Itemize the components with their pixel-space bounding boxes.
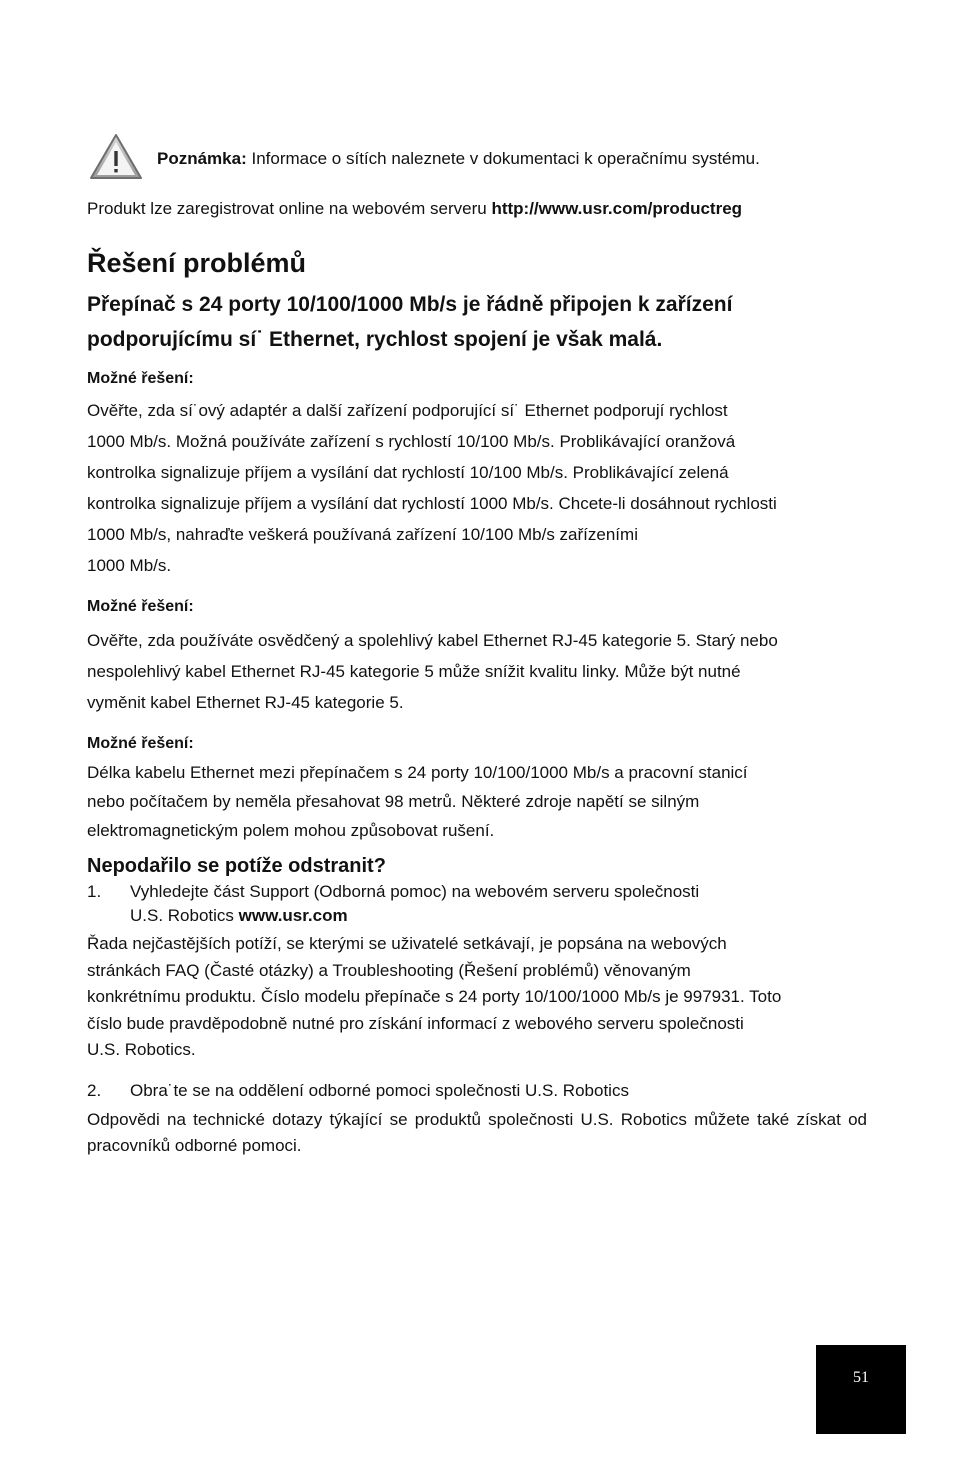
page-number: 51	[853, 1369, 869, 1386]
step-1-number: 1.	[87, 882, 102, 901]
step-1-line-1: Vyhledejte část Support (Odborná pomoc) na webovém serveru společnosti	[130, 882, 700, 901]
solution-2-line: Ověřte, zda používáte osvědčený a spolehlivý kabel Ethernet RJ-45 kategorie 5. Starý nebo	[87, 631, 778, 650]
solution-3-line: elektromagnetickým polem mohou způsobovat rušení.	[87, 821, 495, 840]
page-number-box	[816, 1345, 906, 1434]
note-text	[157, 149, 760, 169]
register-text: Produkt lze zaregistrovat online na webovém serveru	[87, 199, 492, 218]
faq-line: číslo bude pravděpodobně nutné pro získání informací z webového serveru společnosti	[87, 1014, 744, 1033]
faq-line: stránkách FAQ (Časté otázky) a Troubleshooting (Řešení problémů) věnovaným	[87, 961, 691, 980]
problem-heading-line-1: Přepínač s 24 porty 10/100/1000 Mb/s je řádně připojen k zařízení	[87, 293, 733, 316]
solution-1-line: kontrolka signalizuje příjem a vysílání dat rychlostí 1000 Mb/s. Chcete-li dosáhnout rychlosti	[87, 494, 777, 513]
step-2-text: Obra˙te se na oddělení odborné pomoci společnosti U.S. Robotics	[130, 1081, 629, 1100]
solution-1-line: 1000 Mb/s, nahraďte veškerá používaná zařízení 10/100 Mb/s zařízeními	[87, 525, 638, 544]
support-paragraph: Odpovědi na technické dotazy týkající se produktů společnosti U.S. Robotics můžete také získat od pracovníků odborné pomoci.	[87, 1110, 867, 1155]
solution-label-3: Možné řešení:	[87, 735, 194, 752]
page-title: Řešení problémů	[87, 248, 307, 278]
solution-label-1: Možné řešení:	[87, 370, 194, 387]
solution-3-line: Délka kabelu Ethernet mezi přepínačem s 24 porty 10/100/1000 Mb/s a pracovní stanicí	[87, 763, 748, 782]
faq-line: Řada nejčastějších potíží, se kterými se uživatelé setkávají, je popsána na webových	[87, 934, 727, 953]
note-label: Poznámka:	[157, 149, 247, 168]
register-line	[87, 199, 742, 219]
step-1-text: U.S. Robotics	[130, 906, 239, 925]
note-box	[88, 132, 868, 184]
note-body: Informace o sítích naleznete v dokumentaci k operačnímu systému.	[251, 149, 760, 168]
warning-triangle-icon	[88, 132, 144, 182]
solution-1-line: 1000 Mb/s. Možná používáte zařízení s rychlostí 10/100 Mb/s. Problikávající oranžová	[87, 432, 736, 451]
faq-line: U.S. Robotics.	[87, 1040, 196, 1059]
solution-1-line: Ověřte, zda sí˙ový adaptér a další zařízení podporující sí˙ Ethernet podporují rychlost	[87, 401, 728, 420]
step-2-number: 2.	[87, 1081, 102, 1100]
step-1-line-2	[130, 906, 348, 926]
faq-line: konkrétnímu produktu. Číslo modelu přepínače s 24 porty 10/100/1000 Mb/s je 997931. Toto	[87, 987, 782, 1006]
solution-1-line: 1000 Mb/s.	[87, 556, 172, 575]
solution-2-line: nespolehlivý kabel Ethernet RJ-45 kategorie 5 může snížit kvalitu linky. Může být nutné	[87, 662, 741, 681]
usr-link[interactable]: www.usr.com	[238, 906, 348, 925]
register-url[interactable]: http://www.usr.com/productreg	[491, 199, 743, 218]
solution-3-line: nebo počítačem by neměla přesahovat 98 metrů. Některé zdroje napětí se silným	[87, 792, 700, 811]
problem-heading-line-2: podporujícímu sí˙ Ethernet, rychlost spojení je však malá.	[87, 328, 663, 351]
solution-2-line: vyměnit kabel Ethernet RJ-45 kategorie 5.	[87, 693, 404, 712]
solution-label-2: Možné řešení:	[87, 598, 194, 615]
solution-1-line: kontrolka signalizuje příjem a vysílání dat rychlostí 10/100 Mb/s. Problikávající zelená	[87, 463, 729, 482]
unresolved-heading: Nepodařilo se potíže odstranit?	[87, 855, 386, 877]
